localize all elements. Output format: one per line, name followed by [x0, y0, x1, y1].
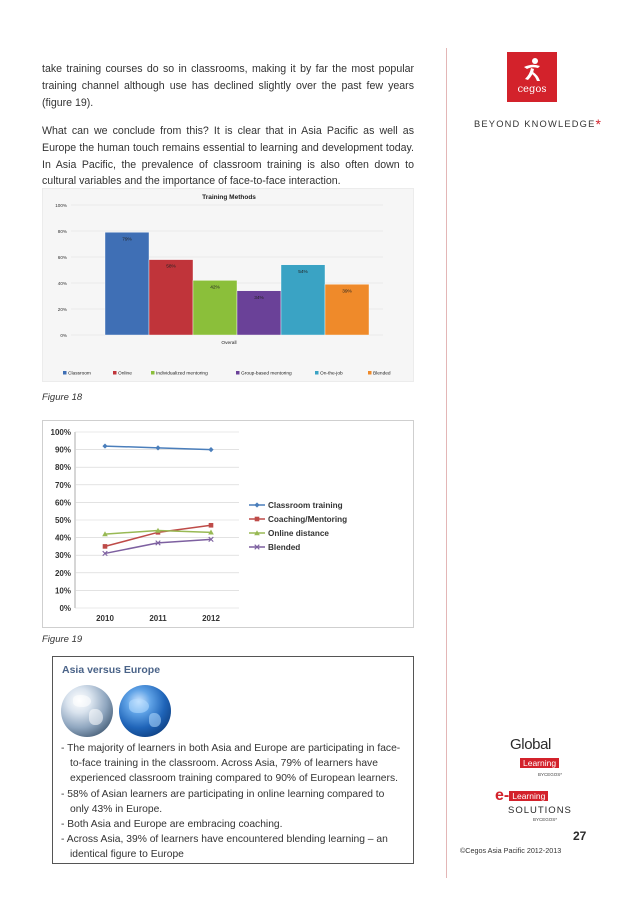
- y-tick-label: 100%: [50, 428, 71, 437]
- cegos-wordmark: cegos: [517, 84, 547, 95]
- legend-swatch: [113, 371, 117, 375]
- data-point: [208, 447, 213, 452]
- cegos-logo: [507, 52, 557, 102]
- y-tick-label: 60%: [54, 498, 71, 508]
- list-item: - Across Asia, 39% of learners have encountered blending learning – an identical figure to Europe: [61, 834, 388, 861]
- globe-image-grey: [61, 685, 113, 737]
- x-tick-label: 2011: [149, 614, 167, 623]
- y-tick-label: 20%: [54, 568, 71, 578]
- data-label: 42%: [210, 285, 220, 291]
- data-label: 79%: [122, 237, 132, 243]
- legend-label: Individualized mentoring: [156, 371, 208, 377]
- y-tick-label: 40%: [57, 281, 67, 286]
- y-tick-label: 80%: [57, 229, 67, 234]
- y-tick-label: 80%: [54, 463, 71, 473]
- list-item: - 58% of Asian learners are participating in online learning compared to only 43% in Europe.: [61, 788, 385, 815]
- legend-label: On-the-job: [320, 371, 343, 377]
- data-label: 39%: [342, 289, 352, 295]
- box-bullet-list: [61, 741, 405, 863]
- legend-swatch: [236, 371, 240, 375]
- data-label: 58%: [166, 264, 176, 270]
- data-point: [209, 523, 214, 528]
- page-number: 27: [573, 829, 587, 843]
- list-item: - Both Asia and Europe are embracing coaching.: [61, 819, 283, 831]
- figure-18-caption: Figure 18: [42, 392, 83, 403]
- legend-label: Classroom training: [268, 501, 343, 510]
- data-point: [254, 502, 259, 507]
- training-methods-svg: [43, 189, 415, 383]
- legend-swatch: [315, 371, 319, 375]
- data-point: [103, 544, 108, 549]
- bar: [105, 232, 149, 335]
- elearning-badge: Learning: [509, 791, 548, 801]
- y-tick-label: 70%: [54, 480, 71, 490]
- legend-swatch: [368, 371, 372, 375]
- by-cegos-label: BYCEGOS*: [538, 772, 563, 777]
- cegos-figure-icon: [520, 57, 544, 83]
- training-trend-chart: [42, 420, 414, 628]
- y-tick-label: 0%: [59, 604, 71, 613]
- y-tick-label: 30%: [54, 551, 71, 561]
- bar: [281, 265, 325, 335]
- legend-label: Blended: [268, 543, 301, 552]
- global-learning-logo: [510, 736, 570, 777]
- y-tick-label: 20%: [57, 307, 67, 312]
- data-point: [255, 517, 260, 522]
- training-methods-chart: [42, 188, 414, 382]
- x-tick-label: 2012: [202, 614, 220, 623]
- global-learning-title: Global: [510, 736, 551, 753]
- legend-label: Blended: [373, 371, 391, 377]
- body-paragraph-2: What can we conclude from this? It is clear that in Asia Pacific as well as Europe the human touch remains essential to learning and development today. In Asia Pacific, the prevalence of classroom training is also often down to cultural variables and the importance of face-to-face interaction.: [42, 125, 414, 188]
- legend-label: Classroom: [68, 371, 91, 377]
- data-label: 34%: [254, 295, 264, 301]
- elearning-solutions-label: SOLUTIONS: [508, 805, 572, 817]
- copyright-notice: ©Cegos Asia Pacific 2012-2013: [460, 846, 562, 855]
- elearning-e-mark: e-: [495, 787, 510, 804]
- globe-image-blue: [119, 685, 171, 737]
- list-item: - The majority of learners in both Asia and Europe are participating in face-to-face training in the classroom. Across Asia, 79% of learners have experienced classroom training compared to 90% of European learners.: [61, 743, 401, 785]
- by-cegos-label: BYCEGOS*: [533, 817, 558, 823]
- tagline-star: *: [595, 116, 603, 132]
- box-title: Asia versus Europe: [62, 664, 161, 676]
- chart-title: Training Methods: [202, 194, 256, 201]
- body-paragraph-1: take training courses do so in classrooms, making it by far the most popular training channel although use has declined slightly over the past few years (figure 19).: [42, 63, 414, 109]
- figure-19-caption: Figure 19: [42, 634, 83, 645]
- y-tick-label: 100%: [55, 203, 67, 208]
- legend-label: Group-based mentoring: [241, 371, 292, 377]
- asia-vs-europe-box: [52, 656, 414, 864]
- legend-swatch: [63, 371, 67, 375]
- x-axis-label: Overall: [221, 341, 237, 346]
- data-label: 54%: [298, 269, 308, 275]
- elearning-solutions-logo: [495, 787, 572, 823]
- global-learning-badge: Learning: [520, 758, 559, 768]
- y-tick-label: 50%: [54, 516, 71, 525]
- legend-label: Coaching/Mentoring: [268, 515, 348, 524]
- legend-label: Online: [118, 371, 132, 377]
- training-trend-svg: [43, 421, 415, 629]
- x-tick-label: 2010: [96, 614, 114, 623]
- y-tick-label: 90%: [54, 445, 71, 455]
- legend-label: Online distance: [268, 529, 329, 538]
- y-tick-label: 40%: [54, 533, 71, 543]
- y-tick-label: 60%: [57, 255, 67, 260]
- tagline-text: BEYOND KNOWLEDGE: [474, 119, 596, 129]
- legend-swatch: [151, 371, 155, 375]
- data-point: [102, 443, 107, 448]
- tagline: [474, 114, 602, 130]
- bar: [149, 260, 193, 335]
- margin-divider: [446, 48, 447, 878]
- y-tick-label: 0%: [60, 333, 67, 338]
- y-tick-label: 10%: [54, 586, 71, 596]
